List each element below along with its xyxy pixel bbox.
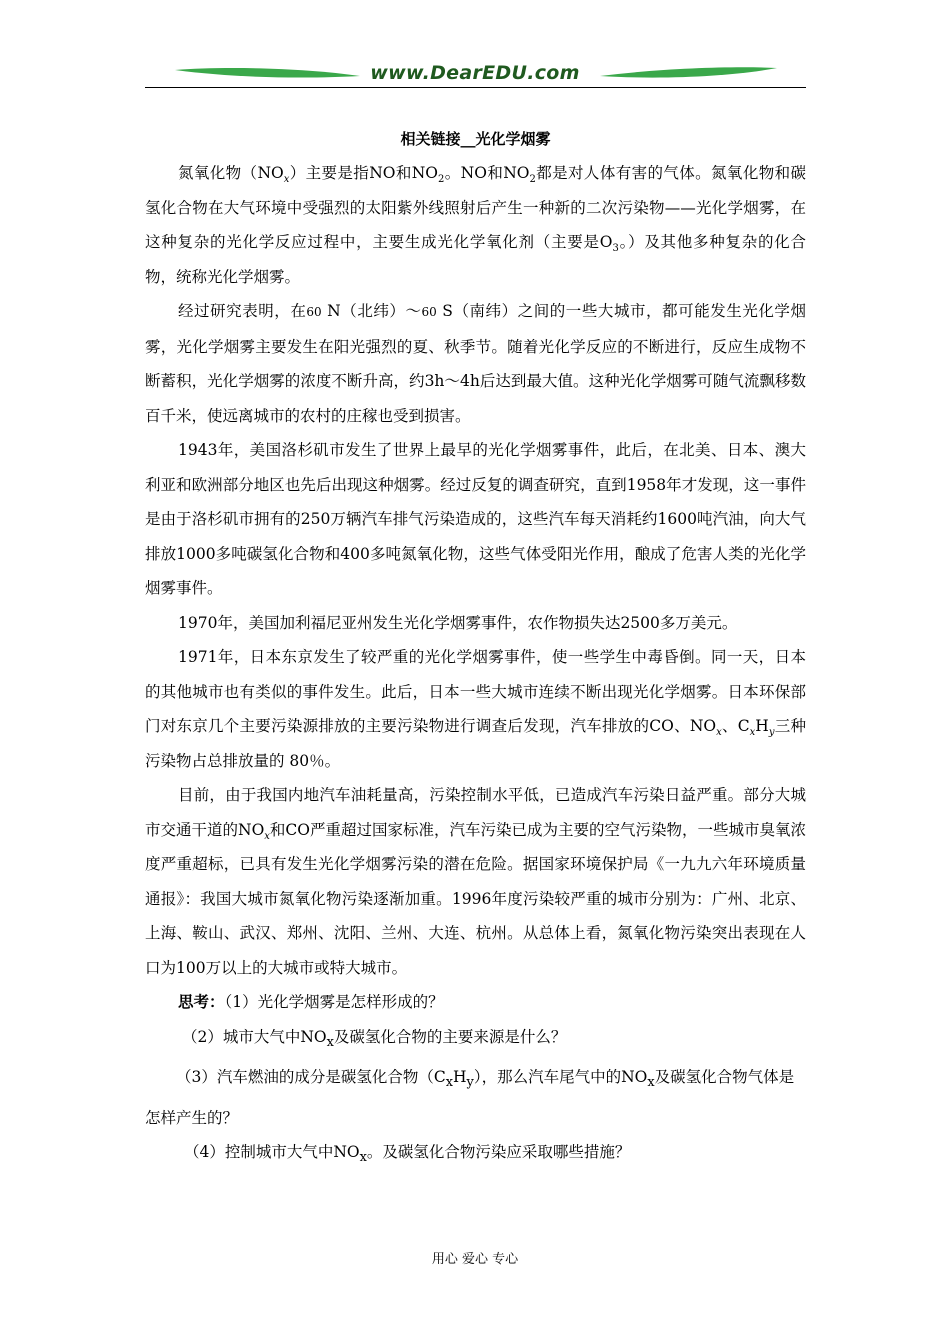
paragraph-6: 目前，由于我国内地汽车油耗量高，污染控制水平低，已造成汽车污染日益严重。部分大城市交通干道的$NO_x$和CO严重超过国家标准，汽车污染已成为主要的空气污染物，一些城市臭氧浓度严重超标，已具有发生光化学烟雾污染的潜在危险。据国家环境保护局《一九九六年环境质量通报》：我国大城市氮氧化物污染逐渐加重。1996年度污染较严重的城市分别为：广州、北京、上海、鞍山、武汉、郑州、沈阳、兰州、大连、杭州。从总体上看，氮氧化物污染突出表现在人口为100万以上的大城市或特大城市。 [145,786,806,977]
questions-label: 思考： [178,992,225,1011]
question-2: （2）城市大气中$NO_x$及碳氢化合物的主要来源是什么？ [182,1027,567,1050]
paragraph-3: 1943年，美国洛杉矶市发生了世界上最早的光化学烟雾事件，此后，在北美、日本、澳大利亚和欧洲部分地区也先后出现这种烟雾。经过反复的调查研究，直到1958年才发现，这一事件是由于洛杉矶市拥有的250万辆汽车排气污染造成的，这些汽车每天消耗约1600吨汽油，向大气排放1000多吨碳氢化合物和400多吨氮氧化物，这些气体受阳光作用，酿成了危害人类的光化学烟雾事件。 [145,441,806,597]
paragraph-4: 1970年，美国加利福尼亚州发生光化学烟雾事件，农作物损失达2500多万美元。 [178,613,738,632]
question-4: （4）控制城市大气中$NO_x$。及碳氢化合物污染应采取哪些措施？ [184,1143,631,1166]
logo-text[interactable]: www.DearEDU.com [370,62,580,84]
page-footer: 用心 爱心 专心 [431,1252,519,1267]
paragraph-1: 氮氧化物$(NO_x)$主要是指NO和$NO_2$。NO和$NO_2$都是对人体有害的气体。氮氧化物和碳氢化合物在大气环境中受强烈的太阳紫外线照射后产生一种新的二次污染物——光化学烟雾，在这种复杂的光化学反应过程中，主要生成光化学氧化剂（主要是$O_3$。）及其他多种复杂的化合物，统称光化学烟雾。 [145,164,806,286]
paragraph-2: 经过研究表明，在60 N（北纬）～60 S（南纬）之间的一些大城市，都可能发生光化学烟雾，光化学烟雾主要发生在阳光强烈的夏、秋季节。随着光化学反应的不断进行，反应生成物不断蓄积，光化学烟雾的浓度不断升高，约3h～4h后达到最大值。这种光化学烟雾可随气流飘移数百千米，使远离城市的农村的庄稼也受到损害。 [145,302,806,425]
document-body [145,122,806,1176]
paragraph-5: 1971年，日本东京发生了较严重的光化学烟雾事件，使一些学生中毒昏倒。同一天，日本的其他城市也有类似的事件发生。此后，日本一些大城市连续不断出现光化学烟雾。日本环保部门对东京几个主要污染源排放的主要污染物进行调查后发现，汽车排放的CO、$NO_x$、$C_xH_y$三种污染物占总排放量的 80％。 [145,648,806,770]
question-1: 思考：（1）光化学烟雾是怎样形成的？ [178,992,444,1011]
question-3: （3）汽车燃油的成分是碳氢化合物$(C_xH_y)$，那么汽车尾气中的$NO_x$及碳氢化合物气体是怎样产生的？ [145,1068,795,1127]
header-rule [145,87,806,88]
document-title: 相关链接__光化学烟雾 [400,130,551,148]
